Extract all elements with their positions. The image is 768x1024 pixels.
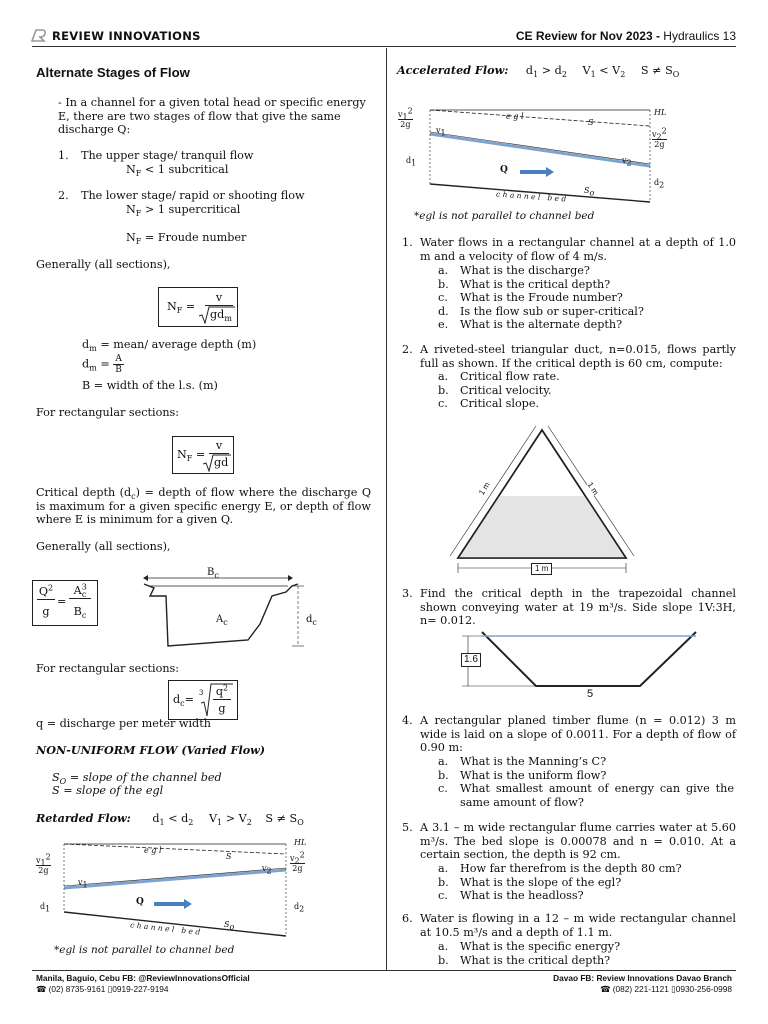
stage2-condition: $N_F > 1$ supercritical [126, 203, 241, 219]
problem-number: 2. [402, 343, 413, 356]
critical-flow-formula: $Q^2$ g = $A^3_c$ $B_c$ [32, 580, 98, 626]
stage2-num: 2. [58, 189, 69, 202]
problem-subitem [438, 769, 734, 783]
critical-depth-formula: $d_c=$ 3 $q^2$ g [168, 680, 238, 720]
subitem-text: Critical velocity. [460, 383, 552, 397]
froude-formula-rect: $N_F$ = v gd [172, 436, 234, 474]
subitem-text: What is the headloss? [460, 889, 584, 903]
stage1-condition: $N_F < 1$ subcritical [126, 163, 229, 179]
accelerated-flow-line: Accelerated Flow: $d_1 > d_2$ $V_1 < V_2$ $S \ne S_O$ [397, 63, 680, 80]
subitem-text: What is the critical depth? [460, 277, 611, 291]
subitem-text: How far therefrom is the depth 80 cm? [460, 862, 682, 875]
dc-label: $d_c$ [306, 614, 317, 627]
stage1-label: The upper stage/ tranquil flow [81, 149, 254, 162]
subitem-text: What is the discharge? [460, 264, 590, 277]
subitem-letter: b. [438, 953, 449, 967]
problem-subitem [438, 876, 734, 890]
trapezoid-depth-label: 1.6 [461, 653, 481, 667]
retarded-flow-diagram: HL $v_1^2$ 2g $v_2^2$ 2g e g l S $v_1$ $v_2$ $d_1$ $d_2$ Q $S_o$ c h a n n e l b e d [36, 838, 307, 937]
retarded-note: *egl is not parallel to channel bed [54, 944, 235, 956]
channel-section-diagram [140, 566, 330, 658]
subitem-letter: a. [438, 755, 449, 768]
problem-number: 3. [402, 587, 413, 600]
q-definition: q = discharge per meter width [36, 717, 211, 730]
subitem-letter: a. [438, 862, 449, 875]
problem-subitem [438, 889, 734, 903]
froude-formula-general: $N_F$ = v $gd_m$ [158, 287, 238, 327]
subitem-text: Critical slope. [460, 397, 540, 411]
footer-left-line2: ☎ (02) 8735-9161 ▯0919-227-9194 [36, 983, 169, 994]
problem-subitem [438, 397, 734, 411]
problem-subitem [438, 782, 734, 809]
problem-subitem [438, 264, 734, 278]
stage2-label: The lower stage/ rapid or shooting flow [81, 189, 305, 202]
problem-text: A riveted-steel triangular duct, n=0.015, flows partly full as shown. If the critical depth is 60 cm, compute: [420, 343, 736, 370]
subitem-text: What is the specific energy? [460, 940, 621, 953]
triangle-base-label: 1 m [531, 563, 552, 575]
problem-number: 5. [402, 821, 413, 834]
subitem-text: Is the flow sub or super-critical? [460, 304, 644, 318]
problem-subitem [438, 370, 734, 384]
subitem-letter: a. [438, 264, 449, 277]
subitem-text: What is the Froude number? [460, 291, 623, 305]
subitem-letter: e. [438, 318, 449, 332]
accelerated-note: *egl is not parallel to channel bed [414, 210, 595, 222]
page-header [32, 28, 736, 47]
for-rect-label-1: For rectangular sections: [36, 406, 180, 419]
problem-number: 4. [402, 714, 413, 727]
so-definition: $S_O$ = slope of the channel bed [52, 771, 222, 787]
subitem-text: What is the uniform flow? [460, 768, 607, 782]
b-definition: B = width of the l.s. (m) [82, 379, 218, 392]
footer-right-line1: Davao FB: Review Innovations Davao Branch [553, 973, 732, 983]
problem-subitem [438, 954, 734, 968]
triangle-right-side-label: 1 m [583, 479, 602, 498]
nonuniform-title: NON-UNIFORM FLOW (Varied Flow) [36, 743, 266, 757]
subitem-letter: b. [438, 875, 449, 889]
footer-right-line2: ☎ (082) 221-1121 ▯0930-256-0998 [600, 983, 732, 994]
problem-text: Water flows in a rectangular channel at a depth of 1.0 m and a velocity of flow of 4 m/s. [420, 236, 736, 263]
problem-text: A rectangular planed timber flume (n = 0.012) 3 m wide is laid on a slope of 0.0011. For a depth of flow of 0.90 m: [420, 714, 736, 755]
s-definition: S = slope of the egl [52, 784, 164, 797]
section-title: Alternate Stages of Flow [36, 65, 190, 80]
critical-depth-definition: Critical depth $(d_c)$ = depth of flow where the discharge Q is maximum for a given specific energy E, or depth of flow where E is minimum for a given Q. [36, 486, 371, 527]
problem-text: A 3.1 – m wide rectangular flume carries water at 5.60 m³/s. The bed slope is 0.00078 and n = 0.010. At a certain section, the depth is 92 cm. [420, 821, 736, 862]
bc-label: $B_c$ [207, 567, 219, 580]
dm-formula: $d_m$ = $\frac{A}{B}$ [82, 354, 122, 375]
dm-definition: $d_m$ = mean/ average depth (m) [82, 338, 257, 354]
accelerated-flow-diagram: HL $v_1^2$ 2g $v_2^2$ 2g e g l S $v_1$ $v_2$ $d_1$ $d_2$ Q $S_o$ c h a n n e l b e d [398, 106, 667, 204]
column-divider [386, 48, 387, 970]
problem-text: Find the critical depth in the trapezoidal channel shown conveying water at 19 m³/s. Side slope 1V:3H, n= 0.012. [420, 587, 736, 628]
brand-name: REVIEW INNOVATIONS [52, 29, 201, 43]
problem-subitem [438, 305, 734, 319]
subitem-letter: c. [438, 782, 448, 796]
problem-number: 1. [402, 236, 413, 249]
triangle-left-side-label: 1 m [475, 479, 494, 498]
retarded-flow-line: Retarded Flow: $d_1 < d_2$ $V_1 > V_2$ $S \ne S_O$ [36, 811, 304, 828]
problem-subitem [438, 278, 734, 292]
subitem-letter: b. [438, 277, 449, 291]
problem-subitem [438, 940, 734, 954]
ac-label: $A_c$ [216, 614, 228, 627]
problem-subitem [438, 755, 734, 769]
subitem-text: What is the slope of the egl? [460, 875, 622, 889]
problem-text: Water is flowing in a 12 – m wide rectangular channel at 10.5 m³/s and a depth of 1.1 m. [420, 912, 736, 939]
subitem-letter: b. [438, 383, 449, 397]
subitem-letter: c. [438, 397, 448, 411]
subitem-letter: c. [438, 889, 448, 903]
problem-subitem [438, 291, 734, 305]
trapezoid-base-label: 5 [587, 688, 594, 700]
subitem-letter: a. [438, 940, 449, 953]
subitem-text: What smallest amount of energy can give the same amount of flow? [460, 782, 734, 809]
stage1-num: 1. [58, 149, 69, 162]
triangular-duct-diagram [444, 424, 644, 580]
problem-subitem [438, 862, 734, 876]
subitem-letter: b. [438, 768, 449, 782]
page-footer [32, 970, 736, 995]
froude-definition: $N_F$ = Froude number [126, 231, 247, 247]
subitem-text: What is the alternate depth? [460, 318, 623, 332]
subitem-text: What is the Manning’s C? [460, 755, 607, 768]
generally-label-1: Generally (all sections), [36, 258, 171, 271]
intro-text: - In a channel for a given total head or specific energy E, there are two stages of flow that give the same discharge Q: [58, 96, 366, 137]
subitem-letter: d. [438, 304, 449, 318]
subitem-text: What is the critical depth? [460, 953, 611, 967]
problem-subitem [438, 318, 734, 332]
problem-subitem [438, 384, 734, 398]
for-rect-label-2: For rectangular sections: [36, 662, 180, 675]
footer-left-line1: Manila, Baguio, Cebu FB: @ReviewInnovationsOfficial [36, 973, 250, 983]
subitem-letter: c. [438, 291, 448, 305]
course-title: CE Review for Nov 2023 - Hydraulics 13 [515, 29, 736, 43]
logo-icon [30, 28, 48, 43]
subitem-text: Critical flow rate. [460, 370, 560, 383]
subitem-letter: a. [438, 370, 449, 383]
problem-number: 6. [402, 912, 413, 925]
trapezoidal-channel-diagram [456, 626, 706, 690]
generally-label-2: Generally (all sections), [36, 540, 171, 553]
